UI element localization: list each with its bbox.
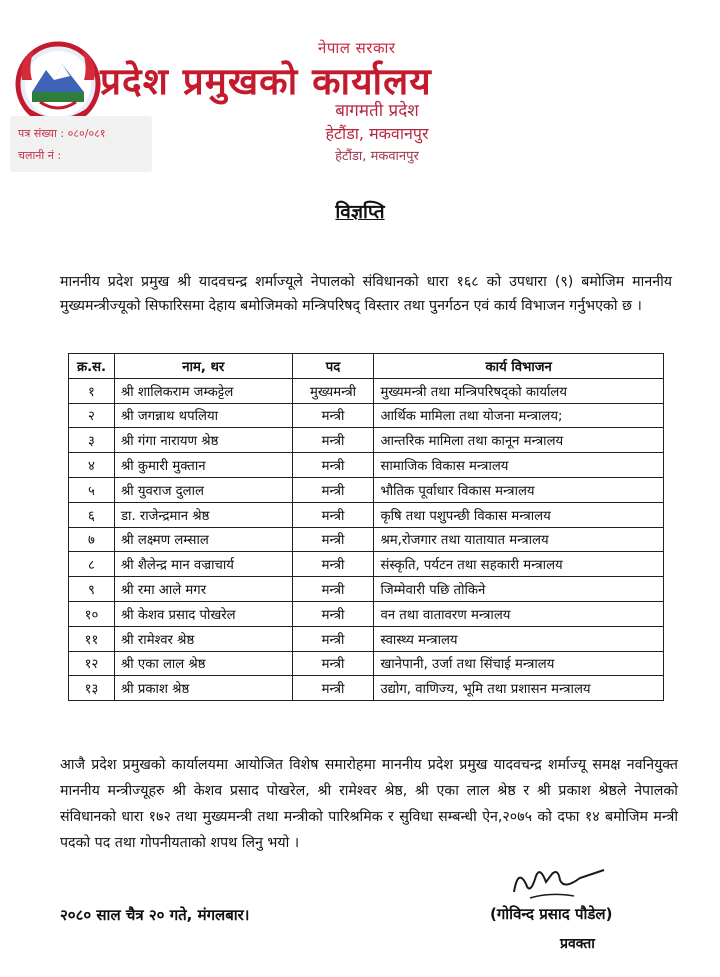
signature-icon xyxy=(500,862,610,910)
row-portfolio: सामाजिक विकास मन्त्रालय xyxy=(374,453,664,478)
row-serial: ७ xyxy=(69,527,115,552)
row-serial: ६ xyxy=(69,502,115,527)
row-serial: २ xyxy=(69,403,115,428)
row-serial: १ xyxy=(69,378,115,403)
table-row xyxy=(69,601,664,626)
nepal-emblem-icon xyxy=(14,40,102,128)
row-portfolio: उद्योग, वाणिज्य, भूमि तथा प्रशासन मन्त्रालय xyxy=(374,676,664,701)
seal-province: बागमती प्रदेश xyxy=(335,101,419,121)
spokesperson-name: (गोविन्द प्रसाद पौडेल) xyxy=(490,905,613,923)
dispatch-number: चलानी नं : xyxy=(18,149,62,162)
intro-paragraph: माननीय प्रदेश प्रमुख श्री यादवचन्द्र शर्माज्यूले नेपालको संविधानको धारा १६८ को उपधारा (९) बमोजिम माननीय मुख्यमन्त्रीज्यूको सिफारिसमा देहाय बमोजिमको मन्त्रिपरिषद् विस्तार तथा पुनर्गठन एवं कार्य विभाजन गर्नुभएको छ । xyxy=(60,274,672,314)
row-post: मन्त्री xyxy=(292,502,374,527)
row-name: डा. राजेन्द्रमान श्रेष्ठ xyxy=(114,502,292,527)
seal-inner-text: हेटौंडा, मकवानपुर xyxy=(335,149,419,164)
government-label: नेपाल सरकार xyxy=(318,39,396,57)
row-post: मन्त्री xyxy=(292,477,374,502)
row-serial: ८ xyxy=(69,552,115,577)
row-name: श्री एका लाल श्रेष्ठ xyxy=(114,651,292,676)
row-name: श्री रमा आले मगर xyxy=(114,577,292,602)
reference-number: पत्र संख्या : ०८०/०८१ xyxy=(18,127,106,140)
row-post: मन्त्री xyxy=(292,552,374,577)
row-portfolio: भौतिक पूर्वाधार विकास मन्त्रालय xyxy=(374,477,664,502)
row-post: मन्त्री xyxy=(292,527,374,552)
row-name: श्री रामेश्वर श्रेष्ठ xyxy=(114,626,292,651)
row-name: श्री लक्ष्मण लम्साल xyxy=(114,527,292,552)
table-row xyxy=(69,403,664,428)
reference-box xyxy=(10,116,152,172)
row-serial: ३ xyxy=(69,428,115,453)
row-post: मन्त्री xyxy=(292,626,374,651)
row-serial: १० xyxy=(69,601,115,626)
column-header-portfolio: कार्य विभाजन xyxy=(374,354,664,379)
table-row xyxy=(69,477,664,502)
notice-heading: विज्ञप्ति xyxy=(335,201,385,223)
office-title: प्रदेश प्रमुखको कार्यालय xyxy=(100,60,432,103)
row-serial: ४ xyxy=(69,453,115,478)
row-name: श्री जगन्नाथ थपलिया xyxy=(114,403,292,428)
row-post: मुख्यमन्त्री xyxy=(292,378,374,403)
column-header-sn: क्र.स. xyxy=(69,354,115,379)
row-name: श्री गंगा नारायण श्रेष्ठ xyxy=(114,428,292,453)
table-row xyxy=(69,676,664,701)
table-row xyxy=(69,577,664,602)
row-post: मन्त्री xyxy=(292,403,374,428)
oath-paragraph: आजै प्रदेश प्रमुखको कार्यालयमा आयोजित विशेष समारोहमा माननीय प्रदेश प्रमुख यादवचन्द्र शर्माज्यू समक्ष नवनियुक्त माननीय मन्त्रीज्यूहरु श्री केशव प्रसाद पोखरेल, श्री रामेश्वर श्रेष्ठ, श्री एका लाल श्रेष्ठ र श्री प्रकाश श्रेष्ठले नेपालको संविधानको धारा १७२ तथा मुख्यमन्त्री तथा मन्त्रीको पारिश्रमिक र सुविधा सम्बन्धी ऐन,२०७५ को दफा १४ बमोजिम मन्त्री पदको पद तथा गोपनीयताको शपथ लिनु भयो । xyxy=(60,757,678,851)
table-row xyxy=(69,453,664,478)
spokesperson-role: प्रवक्ता xyxy=(560,936,595,952)
table-body xyxy=(69,378,664,700)
council-of-ministers-table xyxy=(68,353,664,701)
row-portfolio: कृषि तथा पशुपन्छी विकास मन्त्रालय xyxy=(374,502,664,527)
row-post: मन्त्री xyxy=(292,676,374,701)
row-name: श्री युवराज दुलाल xyxy=(114,477,292,502)
row-portfolio: मुख्यमन्त्री तथा मन्त्रिपरिषद्को कार्यालय xyxy=(374,378,664,403)
table-row xyxy=(69,626,664,651)
row-portfolio: आर्थिक मामिला तथा योजना मन्त्रालय; xyxy=(374,403,664,428)
row-portfolio: स्वास्थ्य मन्त्रालय xyxy=(374,626,664,651)
row-portfolio: संस्कृति, पर्यटन तथा सहकारी मन्त्रालय xyxy=(374,552,664,577)
row-serial: ९ xyxy=(69,577,115,602)
row-post: मन्त्री xyxy=(292,428,374,453)
office-seal xyxy=(292,96,462,176)
table-header-row xyxy=(69,354,664,379)
row-serial: ५ xyxy=(69,477,115,502)
row-serial: १३ xyxy=(69,676,115,701)
seal-place: हेटौंडा, मकवानपुर xyxy=(325,124,429,143)
row-name: श्री प्रकाश श्रेष्ठ xyxy=(114,676,292,701)
row-name: श्री शैलेन्द्र मान वज्राचार्य xyxy=(114,552,292,577)
row-portfolio: खानेपानी, उर्जा तथा सिंचाई मन्त्रालय xyxy=(374,651,664,676)
issue-date: २०८० साल चैत्र २० गते, मंगलबार। xyxy=(60,906,250,924)
row-name: श्री शालिकराम जम्कट्टेल xyxy=(114,378,292,403)
row-post: मन्त्री xyxy=(292,651,374,676)
row-portfolio: आन्तरिक मामिला तथा कानून मन्त्रालय xyxy=(374,428,664,453)
column-header-post: पद xyxy=(292,354,374,379)
row-post: मन्त्री xyxy=(292,601,374,626)
row-portfolio: श्रम,रोजगार तथा यातायात मन्त्रालय xyxy=(374,527,664,552)
table-row xyxy=(69,651,664,676)
table-row xyxy=(69,527,664,552)
row-post: मन्त्री xyxy=(292,453,374,478)
row-serial: १२ xyxy=(69,651,115,676)
row-serial: ११ xyxy=(69,626,115,651)
row-portfolio: वन तथा वातावरण मन्त्रालय xyxy=(374,601,664,626)
table-row xyxy=(69,552,664,577)
row-post: मन्त्री xyxy=(292,577,374,602)
row-name: श्री कुमारी मुक्तान xyxy=(114,453,292,478)
table-row xyxy=(69,428,664,453)
row-name: श्री केशव प्रसाद पोखरेल xyxy=(114,601,292,626)
column-header-name: नाम, थर xyxy=(114,354,292,379)
row-portfolio: जिम्मेवारी पछि तोकिने xyxy=(374,577,664,602)
table-row xyxy=(69,378,664,403)
table-row xyxy=(69,502,664,527)
